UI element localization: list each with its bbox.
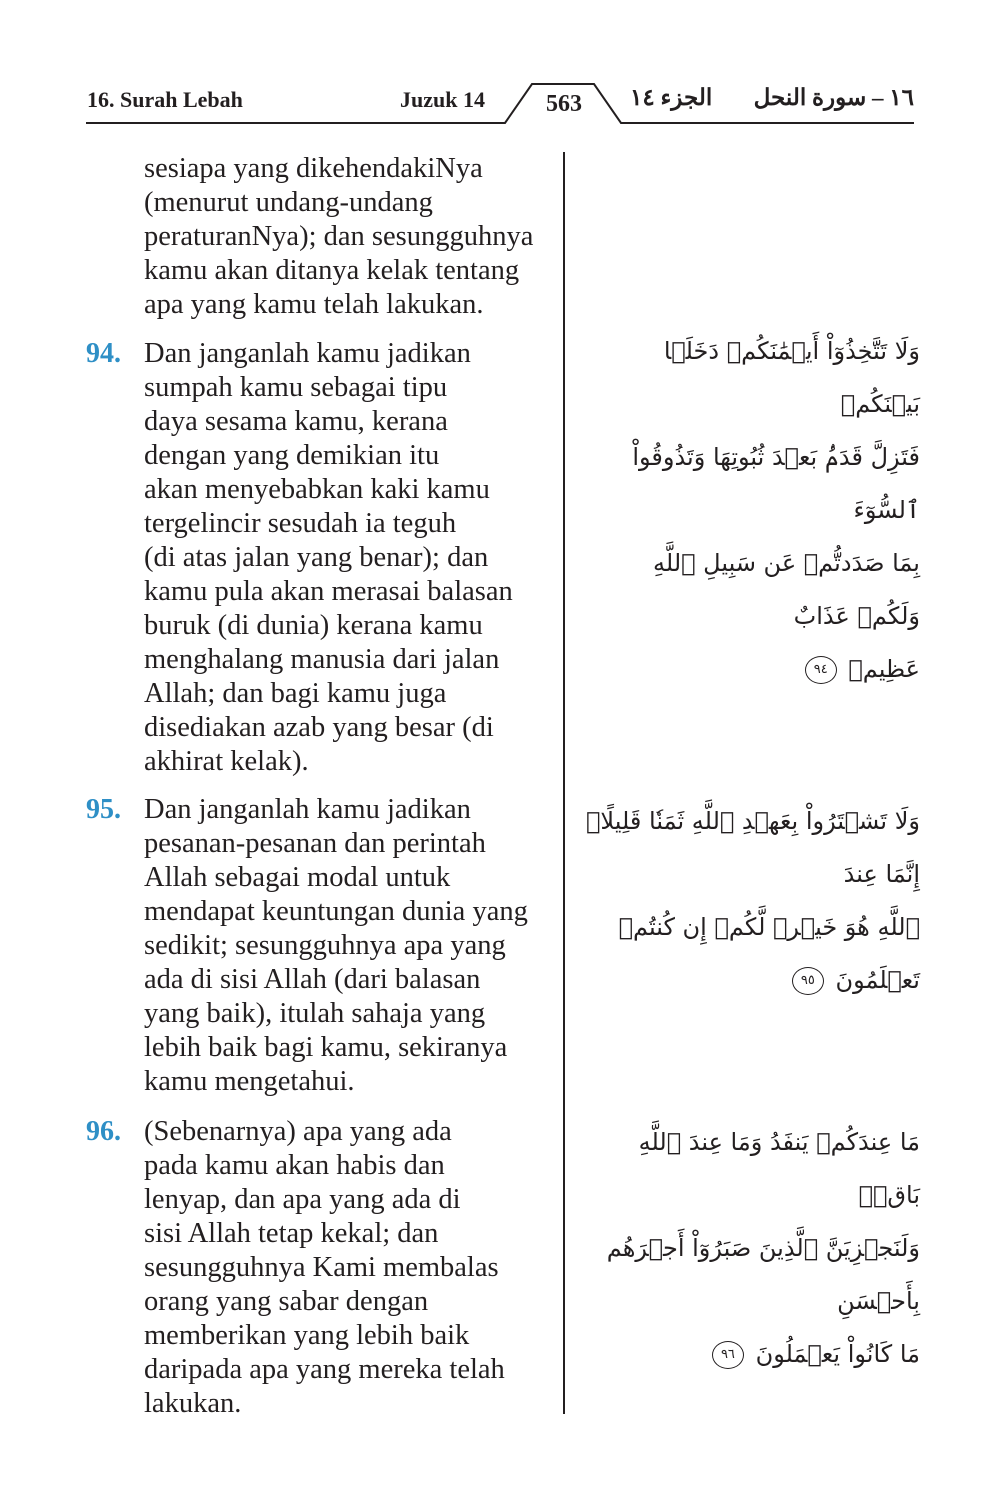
verse-95-arabic — [585, 795, 920, 1007]
arabic-text: وَلَا تَتَّخِذُوٓاْ أَيۡمَٰنَكُمۡ دَخَلَۢا بَيۡنَكُمۡ فَتَزِلَّ قَدَمُۢ بَعۡدَ ثُبُوتِهَا وَتَذُوقُواْ ٱلسُّوٓءَ بِمَا صَدَدتُّمۡ عَن سَبِيلِ ٱللَّهِ وَلَكُمۡ عَذَابٌ عَظِيمٞ — [632, 337, 920, 683]
page-number: 563 — [546, 91, 582, 117]
continuation-block — [86, 152, 561, 322]
verse-translation: (Sebenarnya) apa yang ada pada kamu akan habis dan lenyap, dan apa yang ada di sisi Allah tetap kekal; dan sesungguhnya Kami membalas orang yang sabar dengan memberikan yang lebih baik daripada apa yang mereka telah lakukan. — [144, 1116, 505, 1419]
arabic-text: وَلَا تَشۡتَرُواْ بِعَهۡدِ ٱللَّهِ ثَمَنٗا قَلِيلًاۚ إِنَّمَا عِندَ ٱللَّهِ هُوَ خَيۡرٞ لَّكُمۡ إِن كُنتُمۡ تَعۡلَمُونَ — [586, 807, 920, 994]
verse-95-translation-block — [86, 793, 561, 1099]
ayah-marker: ٩٦ — [712, 1341, 744, 1369]
verse-number: 96. — [86, 1116, 121, 1147]
verse-translation: Dan janganlah kamu jadikan sumpah kamu sebagai tipu daya sesama kamu, kerana dengan yang demikian itu akan menyebabkan kaki kamu tergelincir sesudah ia teguh (di atas jalan yang benar); dan kamu pula akan merasai balasan buruk (di dunia) kerana kamu menghalang manusia dari jalan Allah; dan bagi kamu juga disediakan azab yang besar (di akhirat kelak). — [144, 338, 513, 777]
header-surah-name: 16. Surah Lebah — [87, 87, 243, 112]
verse-94-translation-block — [86, 337, 561, 779]
header-juz-arabic: الجزء ١٤ — [630, 85, 713, 110]
verse-translation: Dan janganlah kamu jadikan pesanan-pesanan dan perintah Allah sebagai modal untuk mendapat keuntungan dunia yang sedikit; sesungguhnya apa yang ada di sisi Allah (dari balasan yang baik), itulah sahaja yang lebih baik bagi kamu, sekiranya kamu mengetahui. — [144, 794, 528, 1097]
continuation-text: sesiapa yang dikehendakiNya (menurut undang-undang peraturanNya); dan sesungguhnya kamu akan ditanya kelak tentang apa yang kamu telah lakukan. — [144, 153, 534, 320]
ayah-marker: ٩٥ — [792, 967, 824, 995]
ayah-marker: ٩٤ — [805, 656, 837, 684]
arabic-text: مَا عِندَكُمۡ يَنفَدُ وَمَا عِندَ ٱللَّهِ بَاقٖۗ وَلَنَجۡزِيَنَّ ٱلَّذِينَ صَبَرُوٓاْ أَجۡرَهُم بِأَحۡسَنِ مَا كَانُواْ يَعۡمَلُونَ — [606, 1128, 920, 1368]
page-header — [0, 0, 1000, 130]
verse-96-arabic — [585, 1116, 920, 1381]
verse-94-arabic — [585, 325, 920, 696]
column-divider — [563, 152, 565, 1414]
verse-number: 95. — [86, 794, 121, 825]
verse-number: 94. — [86, 338, 121, 369]
header-surah-arabic: ١٦ – سورة النحل — [753, 85, 914, 110]
verse-96-translation-block — [86, 1115, 561, 1421]
header-juzuk: Juzuk 14 — [400, 87, 485, 112]
